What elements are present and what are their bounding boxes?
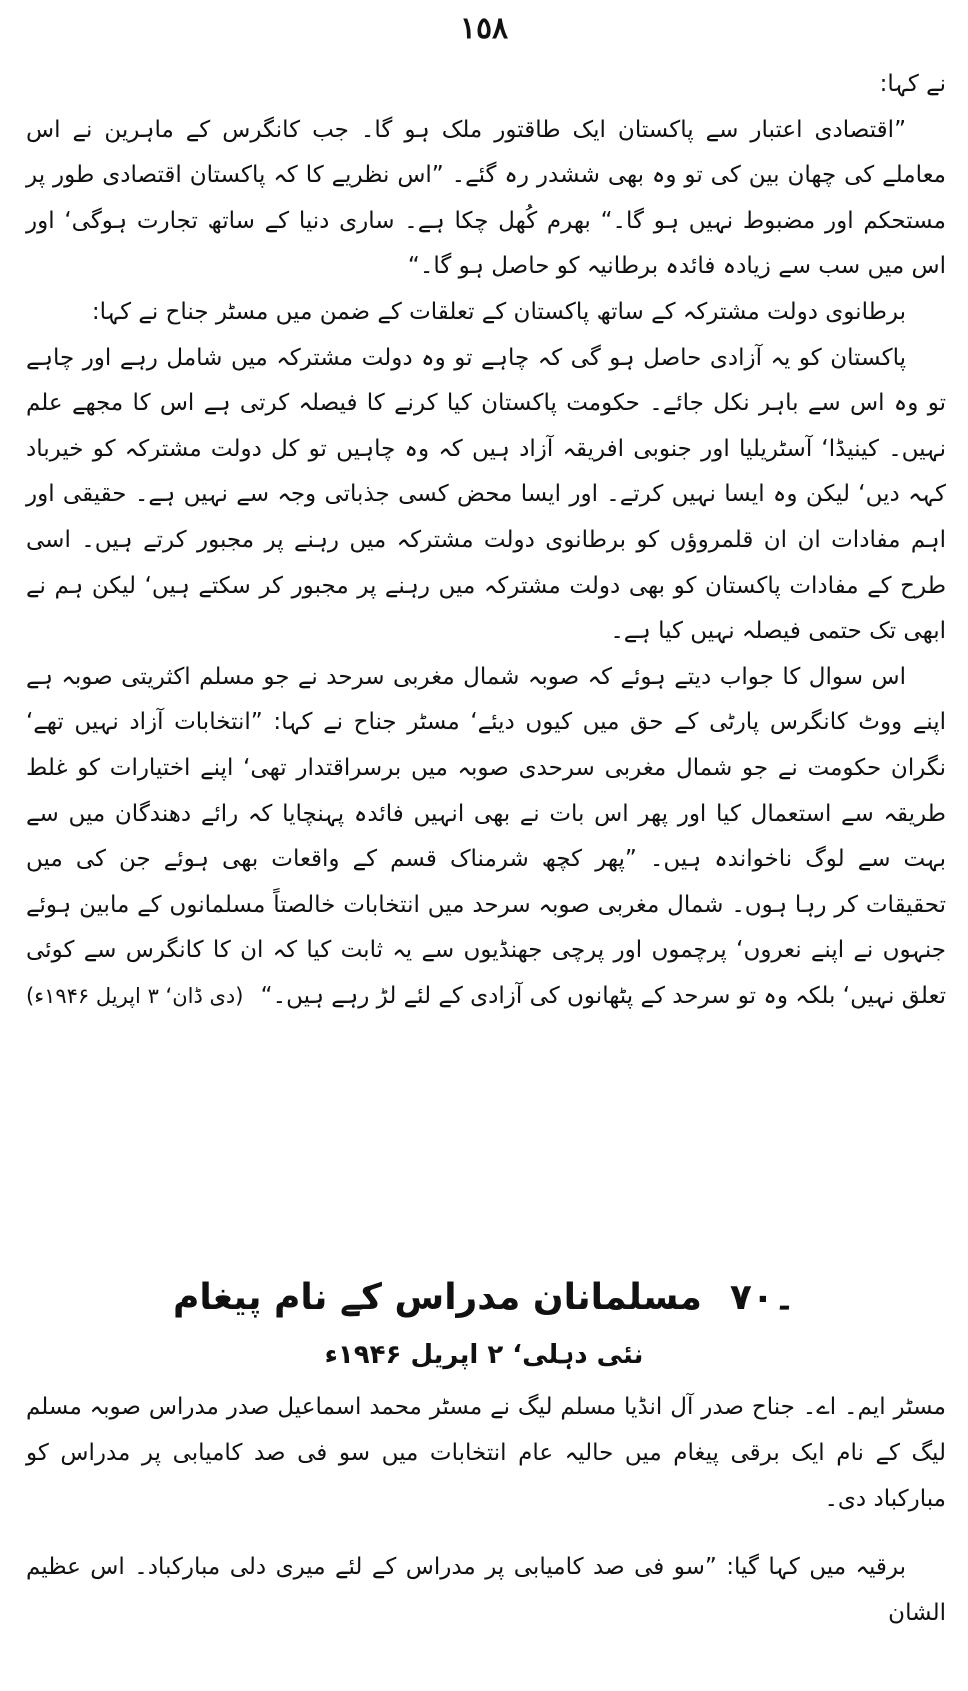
section-number: ۔۷۰ <box>729 1277 795 1318</box>
paragraph-economic-quote: ”اقتصادی اعتبار سے پاکستان ایک طاقتور ملک ہو گا۔ جب کانگرس کے ماہرین نے اس معاملے کی چھان بین کی تو وہ بھی ششدر رہ گئے۔ ”اس نظریے کا کہ پاکستان اقتصادی طور پر مستحکم اور مضبوط نہیں ہو گا۔“ بھرم کُھل چکا ہے۔ ساری دنیا کے ساتھ تجارت ہوگی‘ اور اس میں سب سے زیادہ فائدہ برطانیہ کو حاصل ہو گا۔“ <box>26 116 946 280</box>
paragraph-madras-message: مسٹر ایم۔ اے۔ جناح صدر آل انڈیا مسلم لیگ نے مسٹر محمد اسماعیل صدر مدراس صوبہ مسلم لیگ کے نام ایک برقی پیغام میں حالیہ عام انتخابات میں سو فی صد کامیابی پر مدراس کو مبارکباد دی۔ <box>26 1394 946 1512</box>
body-section-2 <box>26 1384 946 1636</box>
section-dateline: نئی دہلی‘ ۲ اپریل ۱۹۴۶ء <box>324 1340 644 1370</box>
paragraph-frontier-province: اس سوال کا جواب دیتے ہوئے کہ صوبہ شمال مغربی سرحد نے جو مسلم اکثریتی صوبہ ہے اپنے ووٹ کانگرس پارٹی کے حق میں کیوں دیئے‘ مسٹر جناح نے کہا: ”انتخابات آزاد نہیں تھے‘ نگران حکومت نے جو شمال مغربی سرحدی صوبہ میں برسراقتدار تھی‘ اپنے اختیارات کو غلط طریقہ سے استعمال کیا اور پھر اس بات نے بھی انہیں فائدہ پہنچایا کہ رائے دھندگان میں سے بہت سے لوگ ناخواندہ ہیں۔ ”پھر کچھ شرمناک قسم کے واقعات بھی ہوئے جن کی میں تحقیقات کر رہا ہوں۔ شمال مغربی صوبہ سرحد میں انتخابات خالصتاً مسلمانوں کے مابین ہوئے جنہوں نے اپنے نعروں‘ پرچموں اور پرچی جھنڈیوں سے یہ ثابت کیا کہ ان کا کانگرس سے کوئی تعلق نہیں‘ بلکہ وہ تو سرحد کے پٹھانوں کی آزادی کے لئے لڑ رہے ہیں۔“ <box>26 663 946 1009</box>
paragraph-intro: نے کہا: <box>879 71 946 97</box>
paragraph-telegram-text: برقیہ میں کہا گیا: ”سو فی صد کامیابی پر مدراس کے لئے میری دلی مبارکباد۔ اس عظیم الشان <box>26 1554 946 1626</box>
source-citation: (دی ڈان‘ ۳ اپریل ۱۹۴۶ء) <box>26 983 244 1008</box>
section-heading-block <box>0 1268 968 1380</box>
paragraph-commonwealth-intro: برطانوی دولت مشترکہ کے ساتھ پاکستان کے تعلقات کے ضمن میں مسٹر جناح نے کہا: <box>91 298 906 325</box>
section-title: مسلمانان مدراس کے نام پیغام <box>173 1277 702 1318</box>
body-section-1 <box>26 62 946 1019</box>
page-number: ١٥٨ <box>459 11 509 46</box>
paragraph-commonwealth-answer: پاکستان کو یہ آزادی حاصل ہو گی کہ چاہے تو وہ دولت مشترکہ میں شامل رہے اور چاہے تو وہ اس سے باہر نکل جائے۔ حکومت پاکستان کیا کرنے کا فیصلہ کرتی ہے اس کا مجھے علم نہیں۔ کینیڈا‘ آسٹریلیا اور جنوبی افریقہ آزاد ہیں کہ وہ چاہیں تو کل دولت مشترکہ کو خیرباد کہہ دیں‘ لیکن وہ ایسا نہیں کرتے۔ اور ایسا محض کسی جذباتی وجہ سے نہیں ہے۔ حقیقی اور اہم مفادات ان ان قلمروؤں کو برطانوی دولت مشترکہ میں رہنے پر مجبور کرتے ہیں۔ اسی طرح کے مفادات پاکستان کو بھی دولت مشترکہ میں رہنے پر مجبور کر سکتے ہیں‘ لیکن ہم نے ابھی تک حتمی فیصلہ نہیں کیا ہے۔ <box>26 344 946 645</box>
section-heading <box>0 1268 968 1328</box>
